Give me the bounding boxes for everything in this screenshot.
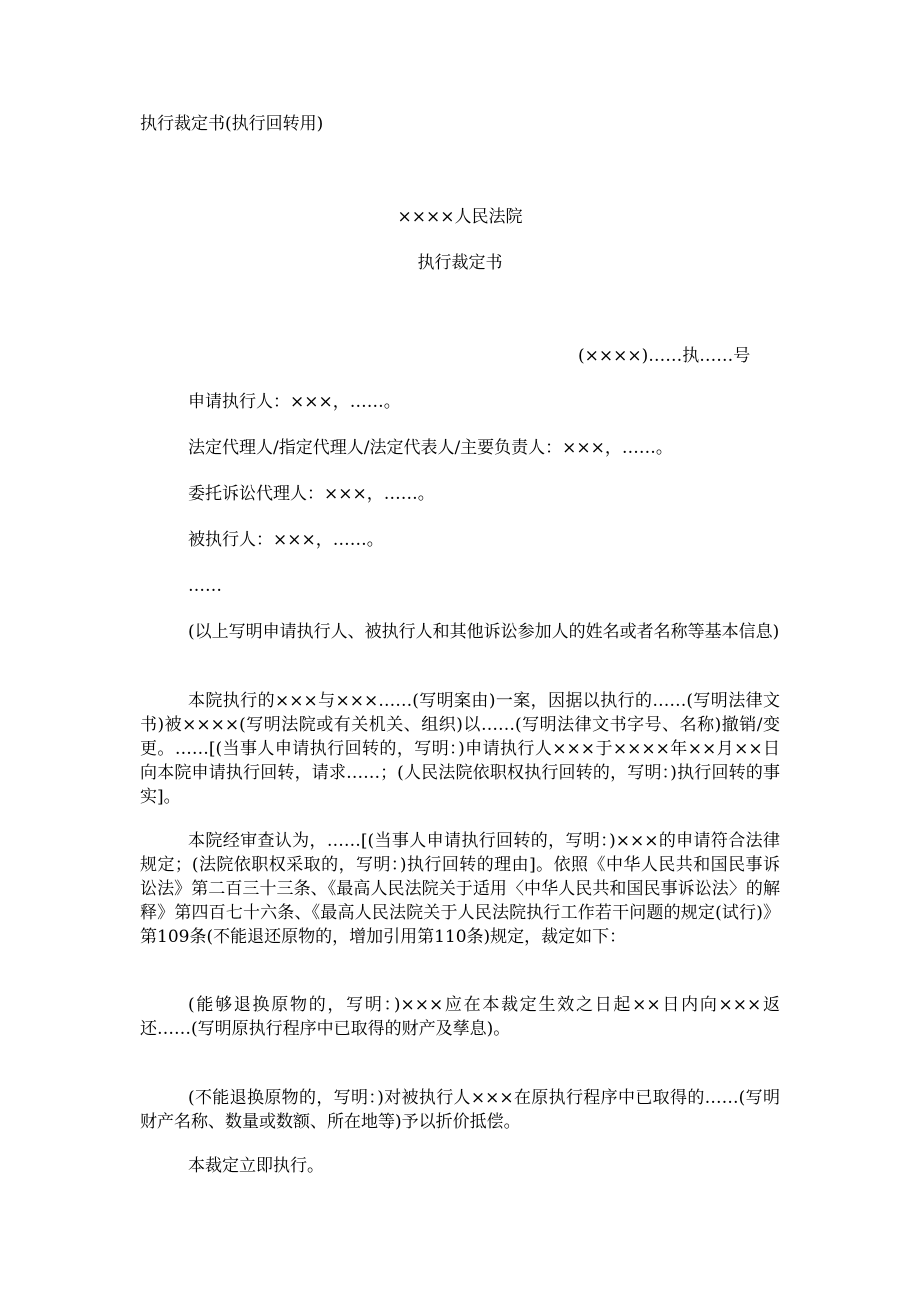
ruling-return-paragraph: (能够退换原物的，写明：)×××应在本裁定生效之日起××日内向×××返还……(写明原执行程序中已取得的财产及孳息)。	[140, 995, 780, 1039]
ruling-compensate-paragraph: (不能退换原物的，写明：)对被执行人×××在原执行程序中已取得的……(写明财产名称、数量或数额、所在地等)予以折价抵偿。	[140, 1088, 780, 1132]
court-name: ××××人民法院	[397, 207, 523, 227]
party-respondent: 被执行人：×××，……。	[188, 530, 384, 550]
party-ellipsis: ……	[188, 576, 222, 596]
effective-statement: 本裁定立即执行。	[188, 1156, 324, 1176]
document-type-heading: 执行裁定书	[417, 253, 503, 273]
party-applicant: 申请执行人：×××，……。	[188, 392, 401, 412]
parties-note-paragraph: (以上写明申请执行人、被执行人和其他诉讼参加人的姓名或者名称等基本信息)	[188, 622, 780, 642]
case-number: (××××)……执……号	[578, 346, 751, 366]
party-legal-representative: 法定代理人/指定代理人/法定代表人/主要负责人：×××，……。	[188, 438, 673, 458]
document-title: 执行裁定书(执行回转用)	[140, 114, 324, 134]
facts-paragraph: 本院执行的×××与×××……(写明案由)一案，因据以执行的……(写明法律文书)被××××(写明法院或有关机关、组织)以……(写明法律文书字号、名称)撤销/变更。……[(当事人申请执行回转的，写明：)申请执行人×××于××××年××月××日向本院申请执行回转，请求……；(人民法院依职权执行回转的，写明：)执行回转的事实]。	[140, 691, 780, 807]
party-entrusted-agent: 委托诉讼代理人：×××，……。	[188, 484, 435, 504]
reasoning-paragraph: 本院经审查认为，……[(当事人申请执行回转的，写明：)×××的申请符合法律规定；(法院依职权采取的，写明：)执行回转的理由]。依照《中华人民共和国民事诉讼法》第二百三十三条、《最高人民法院关于适用〈中华人民共和国民事诉讼法〉的解释》第四百七十六条、《最高人民法院关于人民法院执行工作若干问题的规定(试行)》第109条(不能退还原物的，增加引用第110条)规定，裁定如下：	[140, 831, 780, 947]
